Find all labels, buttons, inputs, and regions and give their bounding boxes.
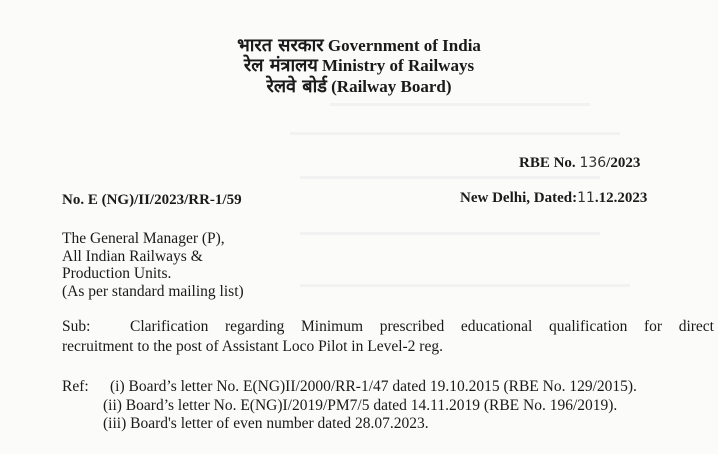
rbe-number: [519, 155, 640, 172]
subject-line-2: recruitment to the post of Assistant Loco Pilot in Level-2 reg.: [62, 338, 443, 355]
letterhead-hindi: रेल मंत्रालय: [243, 55, 318, 76]
rbe-suffix: /2023: [606, 155, 641, 171]
letterhead-english: Ministry of Railways: [322, 56, 475, 75]
addressee-line: All Indian Railways &: [62, 247, 203, 265]
addressee-line: (As per standard mailing list): [62, 282, 244, 300]
subject-line-1: [62, 318, 714, 336]
addressee-block: [62, 230, 244, 300]
reference-item: (iii) Board's letter of even number dated 28.07.2023.: [103, 415, 429, 432]
bleed-through: [290, 132, 620, 135]
subject-label: Sub:: [62, 318, 91, 335]
letterhead-hindi: रेलवे बोर्ड: [266, 76, 327, 97]
bleed-through: [300, 232, 600, 235]
date-handwritten-day: 11: [577, 190, 595, 206]
letter-date: [460, 190, 647, 207]
letterhead-hindi: भारत सरकार: [237, 35, 324, 56]
reference-item: (ii) Board’s letter No. E(NG)I/2019/PM7/5 dated 14.11.2019 (RBE No. 196/2019).: [103, 397, 618, 414]
date-prefix: New Delhi, Dated:: [460, 190, 578, 206]
references-label: Ref:: [62, 378, 89, 395]
subject-text: Clarification regarding Minimum prescribed educational qualification for direct: [130, 318, 714, 335]
addressee-line: Production Units.: [62, 265, 172, 282]
file-number: No. E (NG)/II/2023/RR-1/59: [62, 192, 242, 208]
bleed-through: [300, 176, 600, 179]
addressee-line: The General Manager (P),: [62, 230, 225, 247]
bleed-through: [330, 103, 590, 106]
letterhead-english: Government of India: [327, 36, 481, 55]
date-suffix: .12.2023: [594, 190, 648, 206]
letterhead-english: (Railway Board): [331, 77, 452, 96]
reference-item: (i) Board’s letter No. E(NG)II/2000/RR-1/47 dated 19.10.2015 (RBE No. 129/2015).: [110, 378, 637, 395]
rbe-prefix: RBE No.: [519, 155, 576, 171]
rbe-handwritten-number: 136: [579, 155, 607, 171]
letterhead-line-3: [0, 74, 718, 98]
bleed-through: [300, 284, 630, 287]
